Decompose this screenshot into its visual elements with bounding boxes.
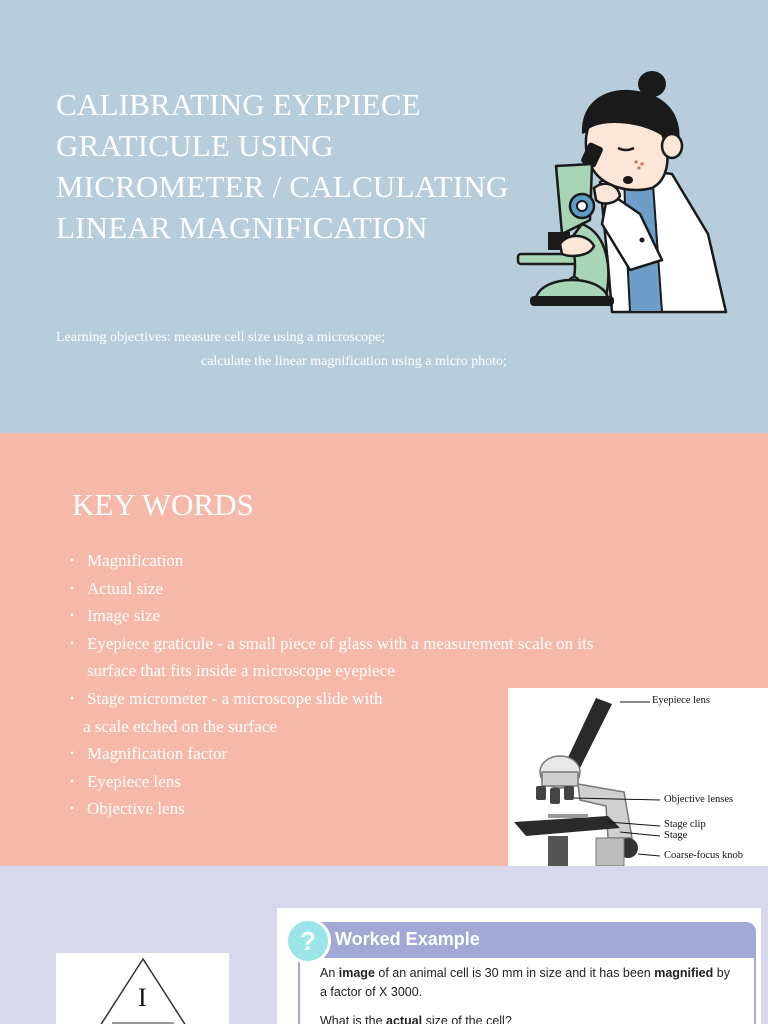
list-item: • Magnification factor [70, 740, 594, 768]
key-words-title: KEY WORDS [72, 487, 254, 522]
label-coarse-focus-knob: Coarse-focus knob [664, 850, 744, 861]
list-item: • Eyepiece graticule - a small piece of glass with a measurement scale on its surface that fits inside a microscope eyepiece [70, 630, 594, 685]
label-stage: Stage [664, 830, 688, 841]
title-slide [0, 0, 768, 433]
list-item: • Eyepiece lens [70, 768, 594, 796]
triangle-letter-image: I [138, 983, 147, 1012]
list-item: • Stage micrometer - a microscope slide with a scale etched on the surface [70, 685, 594, 740]
microscope-diagram [508, 688, 768, 866]
worked-example-card [277, 908, 761, 1024]
list-item: • Image size [70, 602, 594, 630]
scientist-microscope-illustration [512, 64, 732, 320]
worked-example-text: An image of an animal cell is 30 mm in size and it has been magnified by a factor of X 3000. [320, 966, 730, 999]
label-objective-lenses: Objective lenses [664, 794, 734, 805]
title-line: LINEAR MAGNIFICATION [56, 210, 428, 245]
learning-objectives-line-1: Learning objectives: measure cell size using a microscope; [56, 330, 386, 345]
bullet-icon: • [70, 773, 75, 788]
bullet-icon: • [70, 580, 75, 595]
worked-example-slide [0, 866, 768, 1024]
bullet-icon: • [70, 553, 75, 567]
list-item: • Objective lens [70, 795, 594, 823]
microscope-icon [508, 688, 768, 866]
label-eyepiece-lens: Eyepiece lens [652, 695, 711, 706]
slide-title [56, 84, 576, 248]
list-item: • Actual size [70, 575, 594, 603]
title-line: GRATICULE USING [56, 128, 334, 163]
bullet-icon: • [70, 690, 75, 705]
bullet-icon: • [70, 746, 75, 761]
formula-triangle-card [56, 953, 229, 1024]
bullet-icon: • [70, 608, 75, 623]
worked-example-question: What is the actual size of the cell? [320, 1014, 512, 1024]
bullet-icon: • [70, 801, 75, 816]
list-item: • Magnification [70, 547, 594, 575]
title-line: CALIBRATING EYEPIECE [56, 87, 421, 122]
label-stage-clip: Stage clip [664, 819, 706, 830]
question-mark-icon: ? [285, 918, 331, 964]
learning-objectives-line-2: calculate the linear magnification using a micro photo; [201, 354, 507, 369]
key-words-slide [0, 433, 768, 866]
title-line: MICROMETER / CALCULATING [56, 169, 509, 204]
bullet-icon: • [70, 635, 75, 650]
worked-example-title: Worked Example [335, 929, 480, 949]
